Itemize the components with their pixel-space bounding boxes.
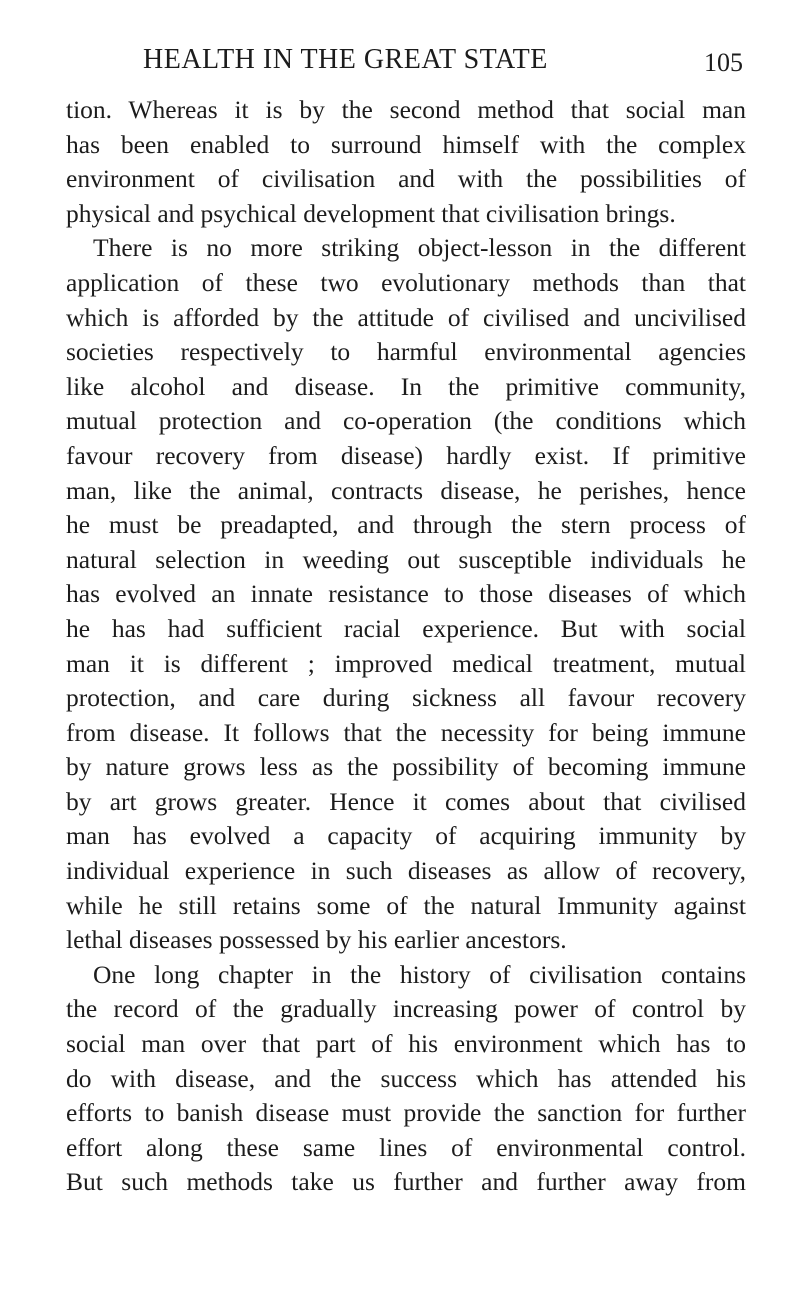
text-line: do with disease, and the success which has attended his — [66, 1063, 746, 1093]
text-line: has been enabled to surround himself with the complex — [66, 129, 746, 159]
text-line: societies respectively to harmful environmental agencies — [66, 337, 746, 367]
text-line: which is afforded by the attitude of civilised and uncivilised — [66, 302, 746, 332]
text-line: like alcohol and disease. In the primitive community, — [66, 371, 746, 401]
text-line: man it is different ; improved medical treatment, mutual — [66, 648, 746, 678]
text-line: application of these two evolutionary methods than that — [66, 267, 746, 297]
text-line: There is no more striking object-lesson in the different — [93, 233, 746, 263]
text-line: by nature grows less as the possibility of becoming immune — [66, 752, 746, 782]
text-line: physical and psychical development that civilisation brings. — [66, 198, 676, 228]
page-number: 105 — [704, 48, 743, 77]
text-line: One long chapter in the history of civilisation contains — [93, 959, 746, 989]
text-line: environment of civilisation and with the possibilities of — [66, 164, 746, 194]
running-head — [143, 44, 743, 84]
text-line: man, like the animal, contracts disease, he perishes, hence — [66, 475, 746, 505]
text-line: social man over that part of his environment which has to — [66, 1029, 746, 1059]
text-line: favour recovery from disease) hardly exist. If primitive — [66, 440, 746, 470]
text-line: effort along these same lines of environmental control. — [66, 1132, 746, 1162]
text-line: he has had sufficient racial experience. But with social — [66, 613, 746, 643]
text-line: has evolved an innate resistance to those diseases of which — [66, 579, 746, 609]
text-line: efforts to banish disease must provide the sanction for further — [66, 1098, 746, 1128]
text-line: man has evolved a capacity of acquiring immunity by — [66, 821, 746, 851]
text-line: the record of the gradually increasing power of control by — [66, 994, 746, 1024]
text-line: from disease. It follows that the necessity for being immune — [66, 717, 746, 747]
body-text — [66, 93, 746, 1200]
text-line: by art grows greater. Hence it comes about that civilised — [66, 786, 746, 816]
text-line: tion. Whereas it is by the second method that social man — [66, 95, 746, 124]
text-line: mutual protection and co-operation (the conditions which — [66, 406, 746, 436]
running-title: HEALTH IN THE GREAT STATE — [143, 44, 548, 75]
text-line: But such methods take us further and further away from — [66, 1167, 746, 1197]
text-line: lethal diseases possessed by his earlier ancestors. — [66, 925, 567, 955]
text-line: while he still retains some of the natural Immunity against — [66, 890, 746, 920]
text-line: he must be preadapted, and through the stern process of — [66, 510, 746, 540]
text-line: protection, and care during sickness all favour recovery — [66, 683, 746, 713]
text-line: natural selection in weeding out susceptible individuals he — [66, 544, 746, 574]
text-line: individual experience in such diseases as allow of recovery, — [66, 856, 746, 886]
